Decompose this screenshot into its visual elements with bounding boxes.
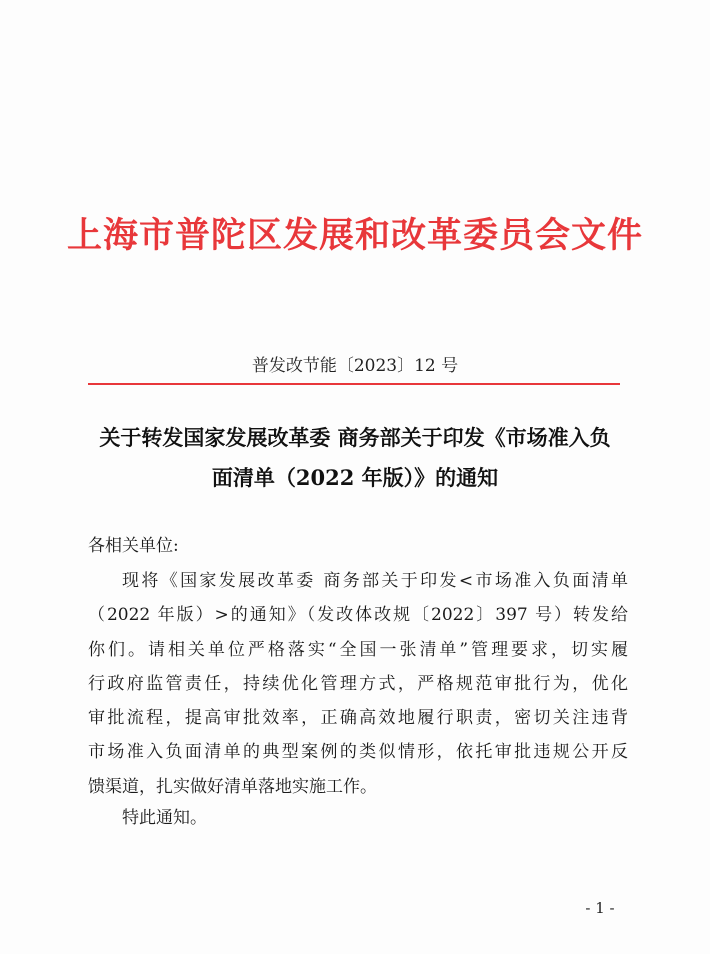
body-line: 你们。请相关单位严格落实“全国一张清单”管理要求，切实履 — [88, 639, 628, 660]
body-paragraph — [88, 564, 628, 804]
body-line: 馈渠道，扎实做好清单落地实施工作。 — [88, 776, 377, 797]
document-number: 普发改节能〔2023〕12 号 — [251, 356, 459, 376]
notice-title-line-2: 面清单（2022 年版）》的通知 — [211, 465, 499, 490]
issuing-authority-title: 上海市普陀区发展和改革委员会文件 — [66, 215, 643, 256]
page-number: - 1 - — [585, 899, 615, 917]
body-line: 现将《国家发展改革委 商务部关于印发<市场准入负面清单 — [122, 571, 628, 591]
notice-title-line-1: 关于转发国家发展改革委 商务部关于印发《市场准入负 — [99, 425, 611, 450]
body-line: 行政府监管责任，持续优化管理方式，严格规范审批行为，优化 — [88, 673, 628, 694]
closing-remark: 特此通知。 — [122, 808, 207, 828]
red-divider-line — [88, 383, 620, 385]
notice-title — [60, 418, 650, 498]
body-line: （2022 年版）>的通知》（发改体改规〔2022〕397 号）转发给 — [88, 605, 628, 626]
salutation: 各相关单位: — [88, 536, 179, 556]
body-line: 市场准入负面清单的典型案例的类似情形，依托审批违规公开反 — [88, 742, 628, 763]
body-line: 审批流程，提高审批效率，正确高效地履行职责，密切关注违背 — [88, 708, 628, 729]
